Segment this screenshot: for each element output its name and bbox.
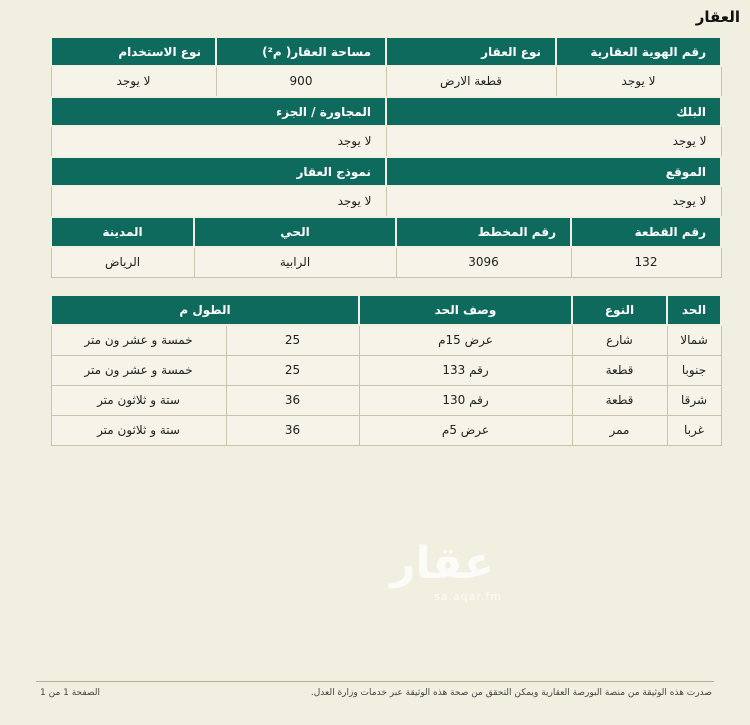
boundary-length-text: خمسة و عشر ون متر: [51, 355, 226, 385]
boundaries-table: [50, 294, 722, 446]
value-usage-type: لا يوجد: [51, 66, 216, 96]
header-type: النوع: [572, 295, 667, 325]
header-plot-number: رقم القطعة: [571, 217, 721, 247]
header-property-model: نموذج العقار: [51, 157, 386, 186]
header-plan-number: رقم المخطط: [396, 217, 571, 247]
value-neighborhood-part: لا يوجد: [51, 126, 386, 156]
boundary-length-text: خمسة و عشر ون متر: [51, 325, 226, 355]
boundary-direction: شرقا: [667, 385, 721, 415]
page-number: الصفحة 1 من 1: [40, 688, 100, 698]
property-info-table: [50, 36, 722, 97]
boundary-length: 25: [226, 325, 359, 355]
boundary-length-text: ستة و ثلاثون متر: [51, 385, 226, 415]
boundary-direction: غربا: [667, 415, 721, 445]
header-block: البلك: [386, 97, 721, 126]
header-city: المدينة: [51, 217, 194, 247]
boundary-length: 36: [226, 385, 359, 415]
header-property-id: رقم الهوية العقارية: [556, 37, 721, 66]
value-property-area: 900: [216, 66, 386, 96]
section-title: العقار: [695, 8, 740, 26]
table-row: [51, 385, 721, 415]
value-plot-number: 132: [571, 247, 721, 277]
table-row: [51, 325, 721, 355]
header-boundary-description: وصف الحد: [359, 295, 572, 325]
value-block: لا يوجد: [386, 126, 721, 156]
header-property-type: نوع العقار: [386, 37, 556, 66]
header-property-area: مساحة العقار( م²): [216, 37, 386, 66]
value-property-id: لا يوجد: [556, 66, 721, 96]
value-location: لا يوجد: [386, 186, 721, 216]
footer-divider: [36, 681, 714, 682]
boundary-description: رقم 130: [359, 385, 572, 415]
watermark-word: عقار: [390, 538, 494, 589]
boundary-type: قطعة: [572, 355, 667, 385]
value-property-model: لا يوجد: [51, 186, 386, 216]
header-length: الطول م: [51, 295, 359, 325]
value-district: الرابية: [194, 247, 396, 277]
header-usage-type: نوع الاستخدام: [51, 37, 216, 66]
watermark-url: sa.aqar.fm: [433, 590, 502, 603]
boundary-description: رقم 133: [359, 355, 572, 385]
header-neighborhood-part: المجاورة / الجزء: [51, 97, 386, 126]
aqar-watermark: [382, 538, 502, 608]
boundary-direction: شمالا: [667, 325, 721, 355]
boundary-description: عرض 15م: [359, 325, 572, 355]
header-boundary: الحد: [667, 295, 721, 325]
boundary-length: 36: [226, 415, 359, 445]
value-plan-number: 3096: [396, 247, 571, 277]
boundary-length-text: ستة و ثلاثون متر: [51, 415, 226, 445]
location-table: [50, 156, 722, 217]
footer-note: صدرت هذه الوثيقة من منصة البورصة العقارية ويمكن التحقق من صحة هذه الوثيقة عبر خدمات وزارة العدل.: [310, 688, 712, 698]
value-property-type: قطعة الارض: [386, 66, 556, 96]
table-row: [51, 415, 721, 445]
boundary-description: عرض 5م: [359, 415, 572, 445]
boundary-length: 25: [226, 355, 359, 385]
boundary-direction: جنوبا: [667, 355, 721, 385]
block-table: [50, 96, 722, 157]
boundary-type: قطعة: [572, 385, 667, 415]
value-city: الرياض: [51, 247, 194, 277]
header-location: الموقع: [386, 157, 721, 186]
boundary-type: شارع: [572, 325, 667, 355]
table-row: [51, 355, 721, 385]
header-district: الحي: [194, 217, 396, 247]
boundary-type: ممر: [572, 415, 667, 445]
plot-table: [50, 216, 722, 278]
